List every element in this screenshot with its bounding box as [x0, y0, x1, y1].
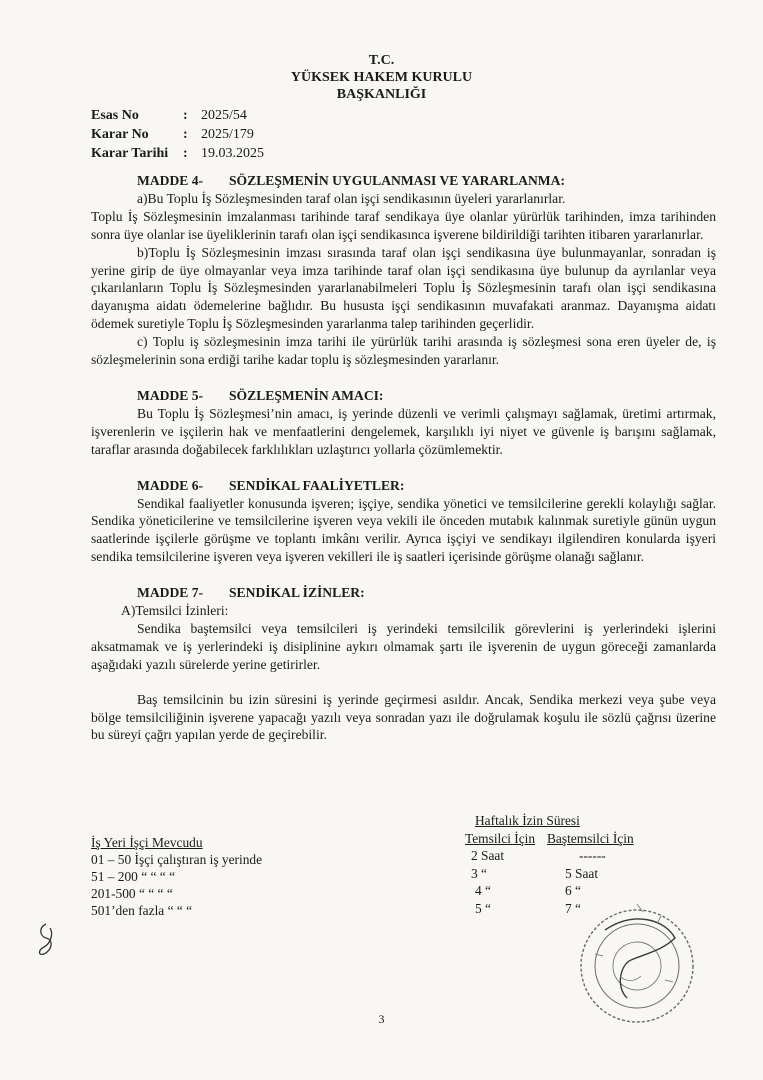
- table-title: Haftalık İzin Süresi: [475, 813, 580, 828]
- meta-label: Esas No: [91, 108, 139, 123]
- article-number: MADDE 6-: [137, 477, 204, 493]
- table-header-head-representative: Baştemsilci İçin: [547, 831, 634, 846]
- article-number: MADDE 4-: [137, 173, 204, 188]
- meta-row-karar: [91, 125, 264, 144]
- meta-colon: :: [183, 108, 188, 123]
- table-row-head: 6 “: [565, 883, 581, 898]
- article-number: MADDE 5-: [137, 387, 204, 403]
- meta-colon: :: [183, 146, 188, 161]
- article-4-heading: [91, 172, 716, 190]
- table-row-rep: 5 “: [475, 901, 491, 916]
- table-row-range: 501’den fazla “ “ “: [91, 903, 193, 918]
- article-7-subheading: A)Temsilci İzinleri:: [121, 603, 229, 619]
- table-header-representative: Temsilci İçin: [465, 831, 536, 846]
- article-title: SÖZLEŞMENİN AMACI:: [229, 387, 384, 403]
- article-6-heading: [91, 477, 716, 495]
- page-number: 3: [378, 1012, 385, 1026]
- table-row-range: 51 – 200 “ “ “ “: [91, 869, 176, 884]
- article-title: SÖZLEŞMENİN UYGULANMASI VE YARARLANMA:: [229, 173, 565, 188]
- meta-label: Karar Tarihi: [91, 146, 169, 161]
- case-meta: [91, 106, 264, 163]
- article-5-heading: [91, 387, 716, 405]
- article-4-para-b: b)Toplu İş Sözleşmesinin imzası sırasında taraf olan işçi sendikasına üye bulunmayanlar, sonradan iş yerine girip de üye olmayanlar veya imza tarihinde taraf olan işçi sendikasına üye bulunup da ayrılanlar veya çıkarılanların Toplu İş Sözleşmesinden yararlanabilmeleri Toplu İş Sözleşmesinin tarafı olan işçi sendikasına dayanışma aidatı ödemelerine bağlıdır. Bu hususta işçi sendikasının muvafakati aranmaz. Dayanışma aidatı ödemek suretiyle Toplu İş Sözleşmesinden yararlanma talep tarihinden geçerlidir.: [91, 244, 716, 332]
- meta-value: 2025/54: [201, 108, 247, 123]
- official-stamp: [565, 890, 705, 1030]
- meta-value: 19.03.2025: [201, 146, 264, 161]
- meta-row-karar-tarihi: [91, 144, 264, 163]
- table-row-rep: 2 Saat: [471, 848, 505, 863]
- article-number: MADDE 7-: [137, 585, 204, 601]
- article-5-para: Bu Toplu İş Sözleşmesi’nin amacı, iş yerinde düzenli ve verimli çalışmayı sağlamak, üretimi artırmak, işverenlerin ve işçilerin hak ve menfaatlerini dengelemek, karşılıklı iyi niyet ve güvenle iş barışını sağlamak, taraflar arasında doğabilecek farklılıkları uzlaştırıcı yollarla çözümlemektir.: [91, 405, 716, 457]
- initials-signature: [32, 920, 62, 960]
- header-line-tc: T.C.: [368, 53, 395, 68]
- article-4-para-a2: Toplu İş Sözleşmesinin imzalanması tarihinde taraf sendikaya üye olanlar yürürlük tarihinden, imza tarihinden sonra üye olanlar ise üyeliklerinin tarafı olan işçi sendikasınca işverene bildirildiği tarihten itibaren yararlanırlar.: [91, 208, 716, 242]
- meta-row-esas: [91, 106, 264, 125]
- meta-colon: :: [183, 127, 188, 142]
- article-4-para-a1: a)Bu Toplu İş Sözleşmesinden taraf olan işçi sendikasının üyeleri yararlanırlar.: [137, 190, 566, 206]
- article-7-para-2: Baş temsilcinin bu izin süresini iş yerinde geçirmesi asıldır. Ancak, Sendika merkezi veya şube veya bölge temsilciliğinin işverene yapacağı yazılı veya sonradan yazı ile doğrulamak koşulu ile sözlü çağrısı üzerine bu süreyi çağrı yapılan yerde de geçirebilir.: [91, 691, 716, 743]
- table-row-rep: 3 “: [471, 866, 487, 881]
- table-row-head: ------: [579, 848, 606, 863]
- table-header-workforce: İş Yeri İşçi Mevcudu: [91, 835, 203, 850]
- article-title: SENDİKAL FAALİYETLER:: [229, 477, 405, 493]
- table-row-range: 201-500 “ “ “ “: [91, 886, 173, 901]
- header-line-institution: YÜKSEK HAKEM KURULU: [290, 70, 473, 85]
- table-row-head: 5 Saat: [565, 866, 599, 881]
- article-7-heading: [91, 584, 716, 602]
- document-body: [91, 172, 716, 744]
- article-title: SENDİKAL İZİNLER:: [229, 585, 365, 601]
- meta-label: Karar No: [91, 127, 149, 142]
- article-6-para: Sendikal faaliyetler konusunda işveren; işçiye, sendika yönetici ve temsilcilerine gerekli kolaylığı sağlar. Sendika yöneticilerine ve temsilcilerine işveren veya vekili ile önceden mutabık kalınmak suretiyle günün uygun saatlerinde işçilerle görüşme ve toplantı imkânı verilir. Ayrıca işçiyi ve sendikayı ilgilendiren konularda işyeri sendika temsilcilerine işveren veya işveren vekilleri ile iş saatleri içerisinde görüşme olanağı sağlanır.: [91, 495, 716, 565]
- meta-value: 2025/179: [201, 127, 254, 142]
- document-header: [0, 52, 763, 103]
- table-row-rep: 4 “: [475, 883, 491, 898]
- table-row-range: 01 – 50 İşçi çalıştıran iş yerinde: [91, 852, 263, 867]
- table-row-head: 7 “: [565, 901, 581, 916]
- header-line-presidency: BAŞKANLIĞI: [336, 87, 427, 102]
- article-7-para-1: Sendika baştemsilci veya temsilcileri iş yerindeki temsilcilik görevlerini iş yerlerindeki işlerini aksatmamak ve iş yerlerindeki iş disiplinine aykırı olmamak şartı ile işverenin de uygun göreceği zamanlarda aşağıdaki yazılı sürelerde yerine getirirler.: [91, 620, 716, 672]
- article-4-para-c: c) Toplu iş sözleşmesinin imza tarihi ile yürürlük tarihi arasında iş sözleşmesi sona eren üyeler de, iş sözleşmelerinin sona erdiği tarihe kadar toplu iş sözleşmesinden yararlanır.: [91, 334, 716, 368]
